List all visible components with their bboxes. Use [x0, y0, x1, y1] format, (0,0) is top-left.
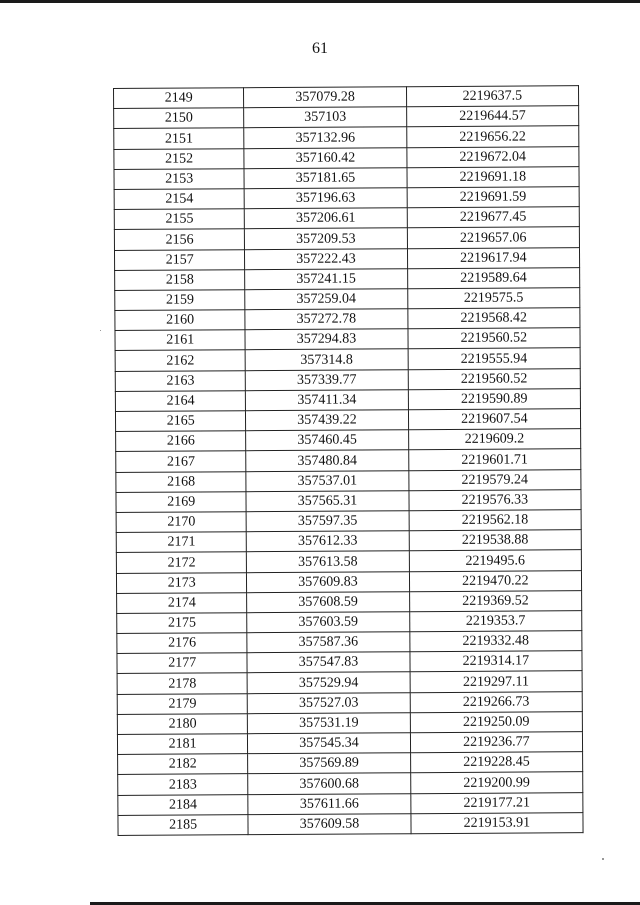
y-coordinate-cell: 2219644.57 — [406, 106, 578, 127]
y-coordinate-cell: 2219555.94 — [408, 348, 580, 369]
point-number-cell: 2174 — [117, 592, 247, 613]
x-coordinate-cell: 357206.61 — [245, 208, 407, 229]
page-number: 61 — [312, 40, 328, 57]
y-coordinate-cell: 2219495.6 — [409, 550, 581, 571]
y-coordinate-cell: 2219691.18 — [407, 166, 579, 187]
x-coordinate-cell: 357132.96 — [244, 127, 406, 148]
table-row — [116, 570, 581, 593]
point-number-cell: 2172 — [116, 552, 246, 573]
table-row — [116, 469, 581, 492]
table-row — [115, 348, 580, 371]
point-number-cell: 2160 — [115, 310, 245, 331]
point-number-cell: 2164 — [115, 391, 245, 412]
table-row — [115, 308, 580, 331]
y-coordinate-cell: 2219236.77 — [410, 732, 582, 753]
point-number-cell: 2161 — [115, 330, 245, 351]
x-coordinate-cell: 357314.8 — [245, 349, 407, 370]
y-coordinate-cell: 2219691.59 — [407, 187, 579, 208]
x-coordinate-cell: 357294.83 — [245, 329, 407, 350]
point-number-cell: 2163 — [115, 370, 245, 391]
point-number-cell: 2176 — [117, 633, 247, 654]
x-coordinate-cell: 357241.15 — [245, 268, 407, 289]
table-row — [114, 126, 579, 149]
point-number-cell: 2171 — [116, 532, 246, 553]
y-coordinate-cell: 2219579.24 — [408, 469, 580, 490]
x-coordinate-cell: 357537.01 — [246, 470, 408, 491]
table-row — [117, 711, 582, 734]
table-row — [118, 792, 583, 815]
y-coordinate-cell: 2219369.52 — [409, 590, 581, 611]
y-coordinate-cell: 2219177.21 — [410, 792, 582, 813]
table-row — [115, 328, 580, 351]
point-number-cell: 2178 — [117, 673, 247, 694]
x-coordinate-cell: 357160.42 — [244, 147, 406, 168]
point-number-cell: 2149 — [114, 88, 244, 109]
y-coordinate-cell: 2219590.89 — [408, 388, 580, 409]
x-coordinate-cell: 357565.31 — [246, 490, 408, 511]
coordinates-table — [113, 85, 584, 836]
table-row — [114, 227, 579, 250]
y-coordinate-cell: 2219672.04 — [407, 146, 579, 167]
point-number-cell: 2156 — [114, 229, 244, 250]
x-coordinate-cell: 357527.03 — [248, 692, 410, 713]
x-coordinate-cell: 357613.58 — [247, 551, 409, 572]
y-coordinate-cell: 2219568.42 — [408, 308, 580, 329]
y-coordinate-cell: 2219589.64 — [407, 267, 579, 288]
point-number-cell: 2175 — [117, 613, 247, 634]
table-row — [114, 86, 579, 109]
table-row — [117, 691, 582, 714]
point-number-cell: 2151 — [114, 128, 244, 149]
y-coordinate-cell: 2219470.22 — [409, 570, 581, 591]
table-row — [117, 611, 582, 634]
y-coordinate-cell: 2219562.18 — [409, 510, 581, 531]
x-coordinate-cell: 357480.84 — [246, 450, 408, 471]
x-coordinate-cell: 357272.78 — [245, 309, 407, 330]
scan-edge-top — [0, 0, 640, 3]
x-coordinate-cell: 357079.28 — [244, 87, 406, 108]
point-number-cell: 2153 — [114, 168, 244, 189]
point-number-cell: 2181 — [117, 734, 247, 755]
x-coordinate-cell: 357103 — [244, 107, 406, 128]
x-coordinate-cell: 357608.59 — [247, 591, 409, 612]
y-coordinate-cell: 2219657.06 — [407, 227, 579, 248]
x-coordinate-cell: 357222.43 — [245, 248, 407, 269]
point-number-cell: 2179 — [117, 693, 247, 714]
table-row — [117, 651, 582, 674]
table-row — [117, 671, 582, 694]
point-number-cell: 2155 — [114, 209, 244, 230]
y-coordinate-cell: 2219609.2 — [408, 429, 580, 450]
y-coordinate-cell: 2219266.73 — [410, 691, 582, 712]
table-row — [116, 550, 581, 573]
x-coordinate-cell: 357460.45 — [246, 430, 408, 451]
y-coordinate-cell: 2219228.45 — [410, 752, 582, 773]
y-coordinate-cell: 2219601.71 — [408, 449, 580, 470]
table-row — [118, 772, 583, 795]
point-number-cell: 2170 — [116, 512, 246, 533]
x-coordinate-cell: 357181.65 — [244, 167, 406, 188]
table-row — [115, 267, 580, 290]
y-coordinate-cell: 2219353.7 — [409, 611, 581, 632]
point-number-cell: 2184 — [118, 794, 248, 815]
point-number-cell: 2168 — [116, 471, 246, 492]
point-number-cell: 2167 — [116, 451, 246, 472]
x-coordinate-cell: 357259.04 — [245, 289, 407, 310]
point-number-cell: 2180 — [117, 714, 247, 735]
table-row — [118, 812, 583, 835]
table-row — [117, 631, 582, 654]
y-coordinate-cell: 2219617.94 — [407, 247, 579, 268]
x-coordinate-cell: 357611.66 — [248, 793, 410, 814]
x-coordinate-cell: 357339.77 — [246, 369, 408, 390]
scan-speck — [100, 330, 101, 331]
x-coordinate-cell: 357587.36 — [247, 632, 409, 653]
table-row — [116, 510, 581, 533]
y-coordinate-cell: 2219538.88 — [409, 530, 581, 551]
x-coordinate-cell: 357531.19 — [248, 713, 410, 734]
y-coordinate-cell: 2219677.45 — [407, 207, 579, 228]
table-row — [117, 732, 582, 755]
table-row — [115, 409, 580, 432]
point-number-cell: 2152 — [114, 148, 244, 169]
point-number-cell: 2177 — [117, 653, 247, 674]
x-coordinate-cell: 357439.22 — [246, 410, 408, 431]
table-row — [114, 166, 579, 189]
y-coordinate-cell: 2219153.91 — [411, 812, 583, 833]
point-number-cell: 2157 — [114, 249, 244, 270]
x-coordinate-cell: 357600.68 — [248, 773, 410, 794]
point-number-cell: 2182 — [118, 754, 248, 775]
table-row — [116, 429, 581, 452]
y-coordinate-cell: 2219200.99 — [410, 772, 582, 793]
table-row — [114, 106, 579, 129]
table-row — [114, 207, 579, 230]
coordinates-table-body — [114, 86, 584, 836]
x-coordinate-cell: 357609.58 — [248, 813, 410, 834]
y-coordinate-cell: 2219250.09 — [410, 711, 582, 732]
table-row — [117, 590, 582, 613]
table-row — [118, 752, 583, 775]
y-coordinate-cell: 2219576.33 — [409, 489, 581, 510]
x-coordinate-cell: 357545.34 — [248, 733, 410, 754]
point-number-cell: 2150 — [114, 108, 244, 129]
point-number-cell: 2159 — [115, 290, 245, 311]
point-number-cell: 2165 — [115, 411, 245, 432]
table-row — [114, 247, 579, 270]
table-row — [114, 187, 579, 210]
table-row — [114, 146, 579, 169]
y-coordinate-cell: 2219575.5 — [407, 288, 579, 309]
x-coordinate-cell: 357569.89 — [248, 753, 410, 774]
point-number-cell: 2169 — [116, 491, 246, 512]
table-row — [116, 530, 581, 553]
point-number-cell: 2185 — [118, 814, 248, 835]
table-row — [115, 288, 580, 311]
table-row — [116, 489, 581, 512]
scan-speck — [602, 858, 604, 860]
x-coordinate-cell: 357612.33 — [247, 531, 409, 552]
x-coordinate-cell: 357529.94 — [247, 672, 409, 693]
table-row — [116, 449, 581, 472]
x-coordinate-cell: 357609.83 — [247, 571, 409, 592]
x-coordinate-cell: 357597.35 — [246, 511, 408, 532]
point-number-cell: 2158 — [115, 269, 245, 290]
table-row — [115, 368, 580, 391]
x-coordinate-cell: 357209.53 — [245, 228, 407, 249]
x-coordinate-cell: 357547.83 — [247, 652, 409, 673]
point-number-cell: 2183 — [118, 774, 248, 795]
point-number-cell: 2154 — [114, 189, 244, 210]
x-coordinate-cell: 357196.63 — [244, 188, 406, 209]
point-number-cell: 2162 — [115, 350, 245, 371]
x-coordinate-cell: 357411.34 — [246, 390, 408, 411]
y-coordinate-cell: 2219607.54 — [408, 409, 580, 430]
y-coordinate-cell: 2219560.52 — [408, 328, 580, 349]
x-coordinate-cell: 357603.59 — [247, 612, 409, 633]
y-coordinate-cell: 2219332.48 — [409, 631, 581, 652]
y-coordinate-cell: 2219297.11 — [410, 671, 582, 692]
table-row — [115, 388, 580, 411]
y-coordinate-cell: 2219637.5 — [406, 86, 578, 107]
point-number-cell: 2173 — [116, 572, 246, 593]
y-coordinate-cell: 2219656.22 — [406, 126, 578, 147]
y-coordinate-cell: 2219314.17 — [410, 651, 582, 672]
point-number-cell: 2166 — [116, 431, 246, 452]
y-coordinate-cell: 2219560.52 — [408, 368, 580, 389]
